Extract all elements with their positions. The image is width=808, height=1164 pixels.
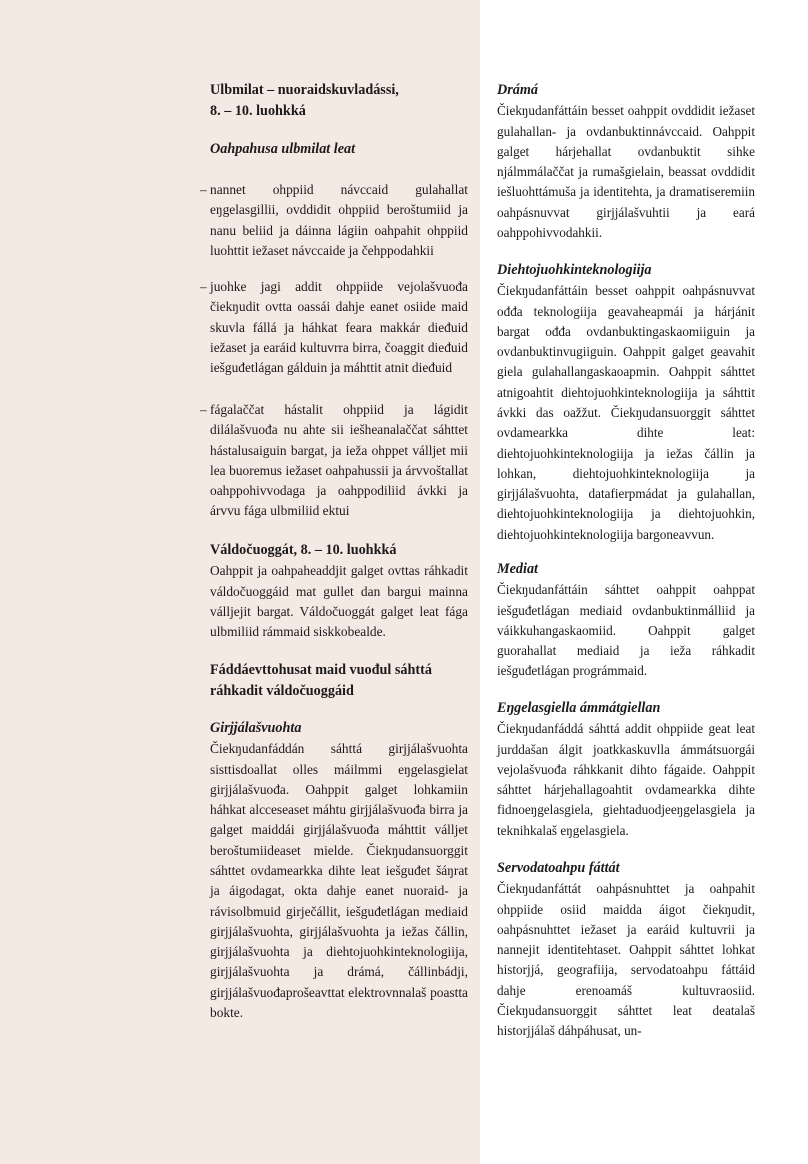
goal-item [200,277,468,378]
goal-text: fágalaččat hástalit ohppiid ja lágidit dilálašvuođa nu ahte sii iešheanalaččat sáhttet hástalusaiguin bargat, ja ieža ohppet válljet mii lea buoremus iežaset oahpahussii ja árvvoštallat oahppohivvodaga ja oahppodiliid ávkki ja árvvu fága ulbmiliid ektui [210,402,468,519]
dash-bullet: – [200,279,207,294]
mediat-section [497,559,755,682]
girjj-text: Čiekŋudanfáddán sáhttá girjjálašvuohta sisttisdoallat olles máilmmi eŋgelasgielat girjjálašvuođa. Oahppit galget lohkamiin háhkat alcceseaset máhtu girjjálašvuođa birra ja galget maiddái girjjálašvuođa máhttit válljet beroštumiideaset mielde. Čiekŋudansuorggit sáhttet ovdamearkka dihte leat iešguđet šáŋrat ja áigodagat, okta dahje eanet nuoraid- ja rávisolbmuid girječállit, iešguđetlágan mediaid girjjálašvuohta, girjjálašvuohta ja iežas čállin, girjjálašvuohta ja diehtojuohkinteknologiija, girjjálašvuohta ja drámá, čállinbádji, girjjálašvuođaprošeavttat elektrovnnalaš poastta bokte. [210,741,468,1021]
goal-item [200,400,468,522]
page-title-block [210,80,468,122]
page-title-line2: 8. – 10. luohkká [210,103,306,120]
mediat-heading: Mediat [497,561,538,577]
serv-heading: Servodatoahpu fáttát [497,860,620,876]
goals-heading-block [210,139,468,160]
eng-section [497,698,755,841]
page-title: Ulbmilat – nuoraidskuvladássi, [210,82,399,98]
goal-item [200,180,468,261]
mediat-text: Čiekŋudanfáttáin sáhttet oahppit oahppat iešguđetlágan mediaid ovdanbuktinmálliid ja váikkuhangaskaomiid. Oahppit galget guorahallat mediaid ja ieža ráhkadit iešguđetlágan prográmmaid. [497,582,755,679]
fadda-section [210,660,468,702]
valdo-heading: Váldočuoggát, 8. – 10. luohkká [210,542,397,558]
goals-heading: Oahpahusa ulbmilat leat [210,141,356,157]
goal-text: juohke jagi addit ohppiide vejolašvuođa čiekŋudit ovtta oassái dahje eanet osiide maid skuvla fállá ja háhkat feara makkár dieđuid iežaset ja earáid kultuvrra birra, čoaggit dieđuid iešguđetlágan gálduin ja máhttit atnit dieđuid [210,279,468,376]
drama-heading: Drámá [497,82,538,98]
eng-heading: Eŋgelasgiella ámmátgiellan [497,700,661,716]
serv-text: Čiekŋudanfáttát oahpásnuhttet ja oahpahit ohppiide osiid maidda áigot čiekŋudit, oahpásnuhttet iežaset ja earáid kultuvrii ja nannejit identitehtaset. Oahppit sáhttet lohkat historjjá, geografiija, servodatoahpu fáttáid dahje erenoamáš kultuvraosiid. Čiekŋudansuorggit sáhttet leat deatalaš historjjálaš dáhpáhusat, un- [497,881,755,1039]
dash-bullet: – [200,182,207,197]
valdo-section [210,540,468,642]
goal-text: nannet ohppiid návccaid gulahallat eŋgelasgillii, ovddidit ohppiid beroštumiid ja nanu beliid ja dáinna lágiin oahpahit ohppiid luohttit iežaset návccaide ja čehppodahkii [210,182,468,258]
fadda-heading: Fáddáevttohusat maid vuođul sáhttá ráhkadit váldočuoggáid [210,662,432,700]
girjj-heading: Girjjálašvuohta [210,720,302,736]
valdo-text: Oahppit ja oahpaheaddjit galget ovttas ráhkadit váldočuoggáid mat gullet dan bargui mainna válljejit bargat. Váldočuoggát galget leat fága ulbmiliid rámmaid siskkobealde. [210,563,468,640]
ikt-text: Čiekŋudanfáttáin besset oahppit oahpásnuvvat ođđa teknologiija geavaheapmái ja hárjánit bargat ođđa ovdanbuktingaskaomiiguin ja ovdanbuktinvugiiguin. Oahppit galget geavahit giela gulahallangaskaoapmin. Oahppit sáhttet atnigoahtit diehtojuohkinteknologiija ja sáhttit ávkki das oažžut. Čiekŋudansuorggit sáhttet ovdamearkka dihte leat: diehtojuohkinteknologiija ja iežas čállin ja lohkan, diehtojuohkinteknologiija ja girjjálašvuohta, datafierpmádat ja gulahallan, diehtojuohkinteknologiija ja diehtojuohkin, diehtojuohkinteknologiija bargoneavvun. [497,283,755,542]
drama-text: Čiekŋudanfáttáin besset oahppit ovddidit iežaset gulahallan- ja ovdanbuktinnávccaid. Oahppit galget hárjehallat ovdanbuktit sihke njálmmálaččat ja rumašgielain, beassat ovddidit iešluohttámuša ja identitehta, ja dramatiseremiin oahpásnuvvat girjjálašvuhtii ja eará oahppohivvodahkii. [497,103,755,240]
dash-bullet: – [200,402,207,417]
drama-section [497,80,755,243]
girjj-section [210,718,468,1023]
eng-text: Čiekŋudanfáddá sáhttá addit ohppiide geat leat jurddašan álgit joatkkaskuvlla ámmátsuorgái vejolašvuođa ráhkkanit dihto fágaide. Oahppit sáhttet hárjehallagoahtit ovdamearkka dihte fidnoeŋgelasgiela, giehtaduodjeeŋgelasgiela ja teknihkalaš eŋgelasgiela. [497,721,755,838]
ikt-section [497,260,755,545]
serv-section [497,858,755,1042]
ikt-heading: Diehtojuohkinteknologiija [497,262,652,278]
